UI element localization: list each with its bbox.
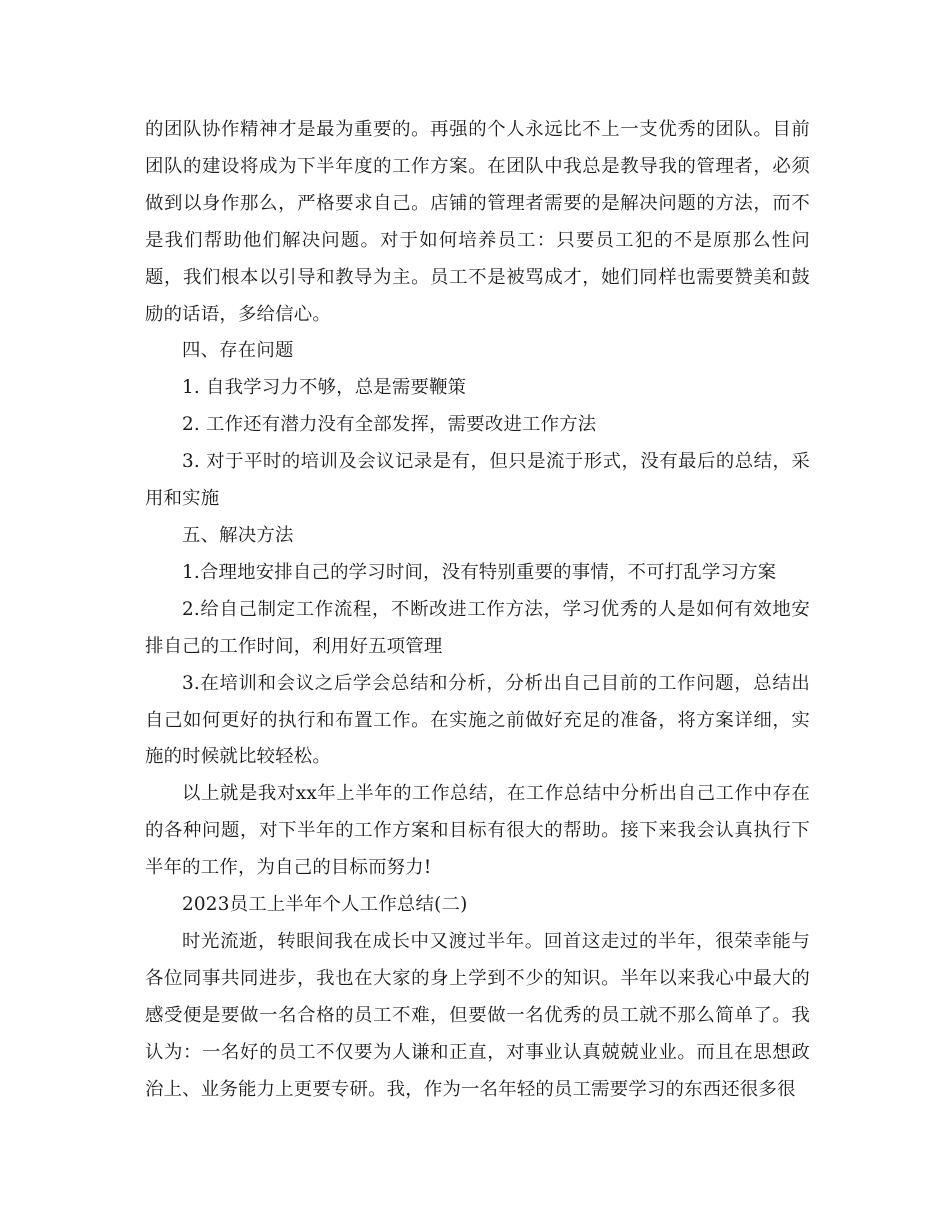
solution-item-1: 1.合理地安排自己的学习时间，没有特别重要的事情，不可打乱学习方案 <box>182 561 777 583</box>
body-paragraph: 的团队协作精神才是最为重要的。再强的个人永远比不上一支优秀的团队。目前团队的建设将成为下半年度的工作方案。在团队中我总是教导我的管理者，必须做到以身作那么，严格要求自己。店铺的管理者需要的是解决问题的方法，而不是我们帮助他们解决问题。对于如何培养员工：只要员工犯的不是原那么性问题，我们根本以引导和教导为主。员工不是被骂成才，她们同样也需要赞美和鼓励的话语，多给信心。 <box>145 119 810 325</box>
section-heading-issues: 四、存在问题 <box>182 340 294 362</box>
issue-item-3: 3. 对于平时的培训及会议记录是有，但只是流于形式，没有最后的总结，采用和实施 <box>145 451 810 510</box>
section-heading-solutions: 五、解决方法 <box>182 524 294 546</box>
solution-item-3: 3.在培训和会议之后学会总结和分析，分析出自己目前的工作问题，总结出自己如何更好的执行和布置工作。在实施之前做好充足的准备，将方案详细，实施的时候就比较轻松。 <box>145 672 810 768</box>
issue-item-1: 1. 自我学习力不够，总是需要鞭策 <box>182 377 467 399</box>
intro-paragraph: 时光流逝，转眼间我在成长中又渡过半年。回首这走过的半年，很荣幸能与各位同事共同进步，我也在大家的身上学到不少的知识。半年以来我心中最大的感受便是要做一名合格的员工不难，但要做一名优秀的员工就不那么简单了。我认为：一名好的员工不仅要为人谦和正直，对事业认真兢兢业业。而且在思想政治上、业务能力上更要专研。我，作为一名年轻的员工需要学习的东西还很多很 <box>145 930 810 1100</box>
solution-item-2: 2.给自己制定工作流程，不断改进工作方法，学习优秀的人是如何有效地安排自己的工作时间，利用好五项管理 <box>145 598 810 657</box>
conclusion-paragraph: 以上就是我对xx年上半年的工作总结，在工作总结中分析出自己工作中存在的各种问题，对下半年的工作方案和目标有很大的帮助。接下来我会认真执行下半年的工作，为自己的目标而努力! <box>145 783 810 879</box>
document-body <box>145 112 810 1108</box>
issue-item-2: 2. 工作还有潜力没有全部发挥，需要改进工作方法 <box>182 414 597 436</box>
second-summary-title: 2023员工上半年个人工作总结(二) <box>182 894 468 916</box>
